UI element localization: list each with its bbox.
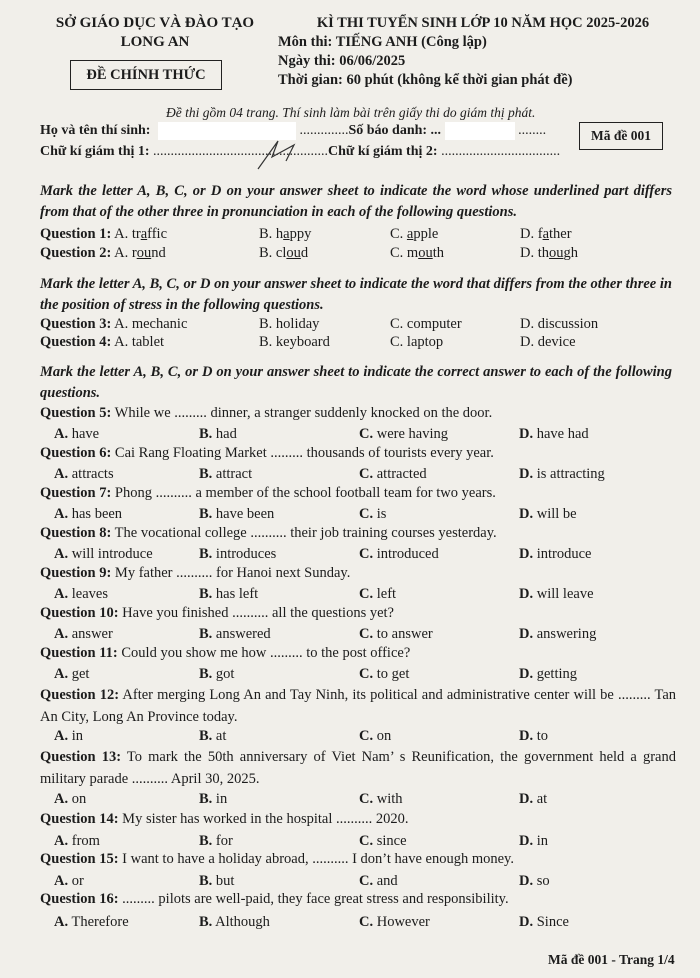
q7-d-text: will be xyxy=(536,506,577,522)
q12-d-text: to xyxy=(536,728,549,744)
q1-b-u-text: a xyxy=(283,226,290,242)
q7-a-text: has been xyxy=(71,506,123,522)
q2-c-post-text: th xyxy=(432,245,444,261)
q12-text-text: After merging Long An and Tay Ninh, its political and administrative center will be ......... Tan An City, Long An Province today. xyxy=(40,687,677,725)
question-1 xyxy=(40,226,680,245)
q3-b-text: B. holiday xyxy=(259,316,320,332)
letters-a-text: A. xyxy=(54,833,69,849)
question-8 xyxy=(40,525,680,542)
option-d xyxy=(519,426,589,443)
option-d xyxy=(519,791,547,808)
option-c xyxy=(390,245,444,262)
question-5 xyxy=(40,405,680,422)
letters-a-text: A. xyxy=(54,506,69,522)
q2-d-u-text: ou xyxy=(549,245,564,261)
option-a xyxy=(54,466,114,483)
q6-a-text: attracts xyxy=(71,466,114,482)
option-c xyxy=(359,426,448,443)
q1-a-post-text: ffic xyxy=(147,226,168,242)
q2-a-u-text: ou xyxy=(136,245,152,261)
option-b xyxy=(199,914,270,931)
letters-a-text: A. xyxy=(54,666,69,682)
option-a xyxy=(54,914,129,931)
q5-c-text: were having xyxy=(376,426,448,442)
letters-b-text: B. xyxy=(199,426,213,442)
letters-a-text: A. xyxy=(54,546,69,562)
q2-a-pre-text: A. r xyxy=(114,245,137,261)
q14-text-text: My sister has worked in the hospital .......... 2020. xyxy=(122,811,409,827)
option-b xyxy=(259,226,311,243)
option-d xyxy=(519,626,596,643)
q4-a-text: A. tablet xyxy=(114,334,165,350)
letters-b-text: B. xyxy=(199,914,213,930)
letters-a-text: A. xyxy=(54,426,69,442)
option-d xyxy=(519,466,605,483)
q14-b-text: for xyxy=(215,833,233,849)
q14-a-text: from xyxy=(71,833,100,849)
q11-d-text: getting xyxy=(536,666,578,682)
q2-a-post-text: nd xyxy=(151,245,166,261)
option-a xyxy=(54,546,153,563)
letters-d-text: D. xyxy=(519,466,534,482)
q6-c-text: attracted xyxy=(376,466,427,482)
letters-d-text: D. xyxy=(519,914,534,930)
q11-b-text: got xyxy=(215,666,235,682)
q5-text-text: While we ......... dinner, a stranger suddenly knocked on the door. xyxy=(114,405,493,421)
sbd-label: Số báo danh: ... xyxy=(348,123,442,139)
question-13 xyxy=(40,746,676,790)
letters-c-text: C. xyxy=(359,914,374,930)
q6-label-text: Question 6: xyxy=(40,445,112,461)
q9-a-text: leaves xyxy=(71,586,108,602)
letters-b-text: B. xyxy=(199,466,213,482)
name-dots: .............. xyxy=(299,123,349,139)
letters-b-text: B. xyxy=(199,728,213,744)
q13-d-text: at xyxy=(536,791,548,807)
option-d xyxy=(519,873,550,890)
question-11 xyxy=(40,645,680,662)
q1-d-u-text: a xyxy=(542,226,549,242)
letters-b-text: B. xyxy=(199,546,213,562)
letters-b-text: B. xyxy=(199,791,213,807)
letters-a-text: A. xyxy=(54,873,69,889)
question-6 xyxy=(40,445,680,462)
option-b xyxy=(199,466,252,483)
q2-c-pre-text: C. m xyxy=(390,245,419,261)
question-14 xyxy=(40,811,680,828)
q5-a-text: have xyxy=(71,426,100,442)
option-c xyxy=(359,728,391,745)
q3-a-text: A. mechanic xyxy=(114,316,188,332)
q5-d-text: have had xyxy=(536,426,589,442)
letters-a-text: A. xyxy=(54,626,69,642)
letters-c-text: C. xyxy=(359,791,374,807)
letters-b-text: B. xyxy=(199,666,213,682)
text-span xyxy=(40,334,164,351)
question-10 xyxy=(40,605,680,622)
letters-a-text: A. xyxy=(54,791,69,807)
letters-c-text: C. xyxy=(359,626,374,642)
q9-c-text: left xyxy=(376,586,397,602)
letters-d-text: D. xyxy=(519,728,534,744)
option-c xyxy=(359,873,398,890)
option-c xyxy=(359,914,430,931)
letters-b-text: B. xyxy=(199,506,213,522)
q4-c-text: C. laptop xyxy=(390,334,444,350)
option-a xyxy=(54,791,86,808)
letters-d-text: D. xyxy=(519,833,534,849)
q4-d-text: D. device xyxy=(520,334,576,350)
official-exam-box: ĐỀ CHÍNH THỨC xyxy=(70,60,222,90)
q10-c-text: to answer xyxy=(376,626,433,642)
letters-d-text: D. xyxy=(519,426,534,442)
exam-note: Đề thi gồm 04 trang. Thí sinh làm bài trên giấy thi do giám thị phát. xyxy=(166,105,536,120)
letters-c-text: C. xyxy=(359,466,374,482)
q6-d-text: is attracting xyxy=(536,466,605,482)
q3-c-text: C. computer xyxy=(390,316,462,332)
department-name: SỞ GIÁO DỤC VÀ ĐÀO TẠO xyxy=(55,15,255,31)
q15-d-text: so xyxy=(536,873,550,889)
q16-text-text: ......... pilots are well-paid, they face great stress and responsibility. xyxy=(122,891,509,907)
option-d xyxy=(519,833,548,850)
option-a xyxy=(54,426,99,443)
q8-label-text: Question 8: xyxy=(40,525,112,541)
letters-c-text: C. xyxy=(359,873,374,889)
option-c xyxy=(359,546,439,563)
option-c xyxy=(390,226,438,243)
letters-a-text: A. xyxy=(54,914,69,930)
option-a xyxy=(54,666,89,683)
question-4 xyxy=(40,334,680,353)
option-b xyxy=(199,791,227,808)
section-instruction-stress: Mark the letter A, B, C, or D on your answer sheet to indicate the word that differs from the other three in the position of stress in the following questions. xyxy=(40,276,672,313)
q16-c-text: However xyxy=(376,914,430,930)
question-label: Question 1: xyxy=(40,226,112,242)
question-16 xyxy=(40,891,680,908)
q2-b-u-text: ou xyxy=(286,245,301,261)
q1-d-post-text: ther xyxy=(549,226,572,242)
exam-date: Ngày thi: 06/06/2025 xyxy=(278,53,406,69)
q6-text-text: Cai Rang Floating Market ......... thousands of tourists every year. xyxy=(114,445,494,461)
q9-label-text: Question 9: xyxy=(40,565,112,581)
proctor1-dots: .................................................. xyxy=(153,144,329,159)
option-c xyxy=(359,626,433,643)
q15-b-text: but xyxy=(215,873,235,889)
option-d xyxy=(520,245,578,262)
q3-d-text: D. discussion xyxy=(520,316,599,332)
exam-code-box: Mã đề 001 xyxy=(579,122,663,150)
letters-c-text: C. xyxy=(359,586,374,602)
q10-a-text: answer xyxy=(71,626,113,642)
letters-c-text: C. xyxy=(359,728,374,744)
page-footer: Mã đề 001 - Trang 1/4 xyxy=(548,952,675,967)
question-3 xyxy=(40,316,680,335)
option-c xyxy=(359,833,407,850)
section-instruction-correct-answer: Mark the letter A, B, C, or D on your answer sheet to indicate the correct answer to each of the following questions. xyxy=(40,364,672,401)
province-name: LONG AN xyxy=(120,34,190,50)
option-d xyxy=(519,728,548,745)
q12-b-text: at xyxy=(215,728,227,744)
q10-text-text: Have you finished .......... all the questions yet? xyxy=(122,605,394,621)
proctor1-label: Chữ kí giám thị 1: xyxy=(40,144,150,159)
option-b xyxy=(199,506,274,523)
letters-c-text: C. xyxy=(359,506,374,522)
q1-a-pre-text: A. tr xyxy=(114,226,141,242)
option-a xyxy=(54,728,83,745)
q13-a-text: on xyxy=(71,791,87,807)
q5-label-text: Question 5: xyxy=(40,405,112,421)
q16-label-text: Question 16: xyxy=(40,891,119,907)
q8-text-text: The vocational college .......... their job training courses yesterday. xyxy=(114,525,497,541)
q2-b-pre-text: B. cl xyxy=(259,245,287,261)
q9-text-text: My father .......... for Hanoi next Sunday. xyxy=(114,565,351,581)
letters-d-text: D. xyxy=(519,666,534,682)
q1-b-post-text: ppy xyxy=(289,226,312,242)
option-d xyxy=(520,226,572,243)
text-span xyxy=(40,226,167,243)
q15-label-text: Question 15: xyxy=(40,851,119,867)
q16-b-text: Although xyxy=(215,914,270,930)
q2-c-u-text: ou xyxy=(418,245,433,261)
q7-c-text: is xyxy=(376,506,387,522)
q1-c-pre-text: C. xyxy=(390,226,407,242)
option-b xyxy=(199,626,271,643)
exam-duration: Thời gian: 60 phút (không kể thời gian phát đề) xyxy=(278,72,573,88)
option-d xyxy=(519,666,577,683)
q13-text-text: To mark the 50th anniversary of Viet Nam’ s Reunification, the government held a grand military parade .......... April 30, 2025. xyxy=(40,749,676,787)
q11-c-text: to get xyxy=(376,666,410,682)
q9-d-text: will leave xyxy=(536,586,594,602)
q7-b-text: have been xyxy=(215,506,275,522)
option-b xyxy=(199,546,276,563)
q8-a-text: will introduce xyxy=(71,546,153,562)
q13-c-text: with xyxy=(376,791,403,807)
q11-a-text: get xyxy=(71,666,90,682)
exam-title: KÌ THI TUYỂN SINH LỚP 10 NĂM HỌC 2025-2026 xyxy=(316,15,650,31)
q14-d-text: in xyxy=(536,833,549,849)
option-b xyxy=(199,426,237,443)
q1-c-post-text: pple xyxy=(413,226,439,242)
q1-b-pre-text: B. h xyxy=(259,226,284,242)
option-a xyxy=(54,586,108,603)
q12-a-text: in xyxy=(71,728,84,744)
question-12 xyxy=(40,684,676,728)
section-instruction-pronunciation: Mark the letter A, B, C, or D on your answer sheet to indicate the word whose underlined part differs from that of the other three in pronunciation in each of the following questions. xyxy=(40,183,672,220)
q7-text-text: Phong .......... a member of the school football team for two years. xyxy=(114,485,496,501)
question-9 xyxy=(40,565,680,582)
q1-c-u-text: a xyxy=(406,226,414,242)
letters-b-text: B. xyxy=(199,873,213,889)
option-a xyxy=(54,506,122,523)
option-c xyxy=(359,466,427,483)
option-a xyxy=(54,873,84,890)
option-d xyxy=(519,506,577,523)
text-span xyxy=(40,245,166,262)
letters-c-text: C. xyxy=(359,666,374,682)
letters-d-text: D. xyxy=(519,586,534,602)
letters-c-text: C. xyxy=(359,833,374,849)
q4-b-text: B. keyboard xyxy=(259,334,330,350)
q9-b-text: has left xyxy=(215,586,259,602)
letters-a-text: A. xyxy=(54,728,69,744)
letters-a-text: A. xyxy=(54,586,69,602)
q8-b-text: introduces xyxy=(215,546,277,562)
option-c xyxy=(359,666,409,683)
text-span xyxy=(40,316,187,333)
option-d xyxy=(519,546,592,563)
q12-label-text: Question 12: xyxy=(40,687,120,703)
q2-b-post-text: d xyxy=(300,245,309,261)
letters-c-text: C. xyxy=(359,426,374,442)
option-c xyxy=(359,506,386,523)
redacted-sbd xyxy=(445,122,515,140)
option-c xyxy=(359,586,396,603)
q13-b-text: in xyxy=(215,791,228,807)
option-b xyxy=(199,728,226,745)
department-header xyxy=(40,14,270,52)
text-span xyxy=(258,141,294,169)
question-7 xyxy=(40,485,680,502)
letters-a-text: A. xyxy=(54,466,69,482)
exam-subject: Môn thi: TIẾNG ANH (Công lập) xyxy=(278,34,487,50)
letters-d-text: D. xyxy=(519,546,534,562)
q13-label-text: Question 13: xyxy=(40,749,122,765)
q2-d-pre-text: D. th xyxy=(520,245,549,261)
q11-text-text: Could you show me how ......... to the post office? xyxy=(121,645,411,661)
handwritten-signature xyxy=(250,135,310,175)
q4-label-text: Question 4: xyxy=(40,334,112,350)
option-d xyxy=(519,586,594,603)
letters-b-text: B. xyxy=(199,586,213,602)
q16-d-text: Since xyxy=(536,914,569,930)
letters-d-text: D. xyxy=(519,506,534,522)
q8-c-text: introduced xyxy=(376,546,439,562)
q7-label-text: Question 7: xyxy=(40,485,112,501)
option-b xyxy=(199,586,258,603)
q14-c-text: since xyxy=(376,833,407,849)
question-15 xyxy=(40,851,680,868)
q11-label-text: Question 11: xyxy=(40,645,118,661)
q1-d-pre-text: D. f xyxy=(520,226,543,242)
question-label: Question 2: xyxy=(40,245,112,261)
q2-d-post-text: gh xyxy=(563,245,578,261)
option-a xyxy=(54,833,100,850)
letters-d-text: D. xyxy=(519,791,534,807)
q15-c-text: and xyxy=(376,873,398,889)
proctor2-label: Chữ kí giám thị 2: xyxy=(328,144,438,159)
option-b xyxy=(199,873,234,890)
candidate-name-label: Họ và tên thí sinh: xyxy=(40,123,151,139)
question-2 xyxy=(40,245,680,264)
q5-b-text: had xyxy=(215,426,237,442)
letters-b-text: B. xyxy=(199,833,213,849)
option-b xyxy=(259,245,308,262)
letters-b-text: B. xyxy=(199,626,213,642)
q15-text-text: I want to have a holiday abroad, .......... I don’t have enough money. xyxy=(122,851,514,867)
option-c xyxy=(359,791,403,808)
q6-b-text: attract xyxy=(215,466,253,482)
q3-label-text: Question 3: xyxy=(40,316,112,332)
q8-d-text: introduce xyxy=(536,546,592,562)
proctor2-dots: .................................. xyxy=(441,144,561,159)
q10-d-text: answering xyxy=(536,626,597,642)
q15-a-text: or xyxy=(71,873,84,889)
option-d xyxy=(519,914,569,931)
letters-d-text: D. xyxy=(519,626,534,642)
letters-d-text: D. xyxy=(519,873,534,889)
q14-label-text: Question 14: xyxy=(40,811,119,827)
option-a xyxy=(54,626,113,643)
letters-c-text: C. xyxy=(359,546,374,562)
q10-label-text: Question 10: xyxy=(40,605,119,621)
option-b xyxy=(199,833,233,850)
exam-header xyxy=(278,14,688,90)
q16-a-text: Therefore xyxy=(71,914,129,930)
sbd-dots: ........ xyxy=(518,123,547,139)
q10-b-text: answered xyxy=(215,626,271,642)
q1-a-u-text: a xyxy=(140,226,148,242)
option-b xyxy=(199,666,234,683)
q12-c-text: on xyxy=(376,728,392,744)
